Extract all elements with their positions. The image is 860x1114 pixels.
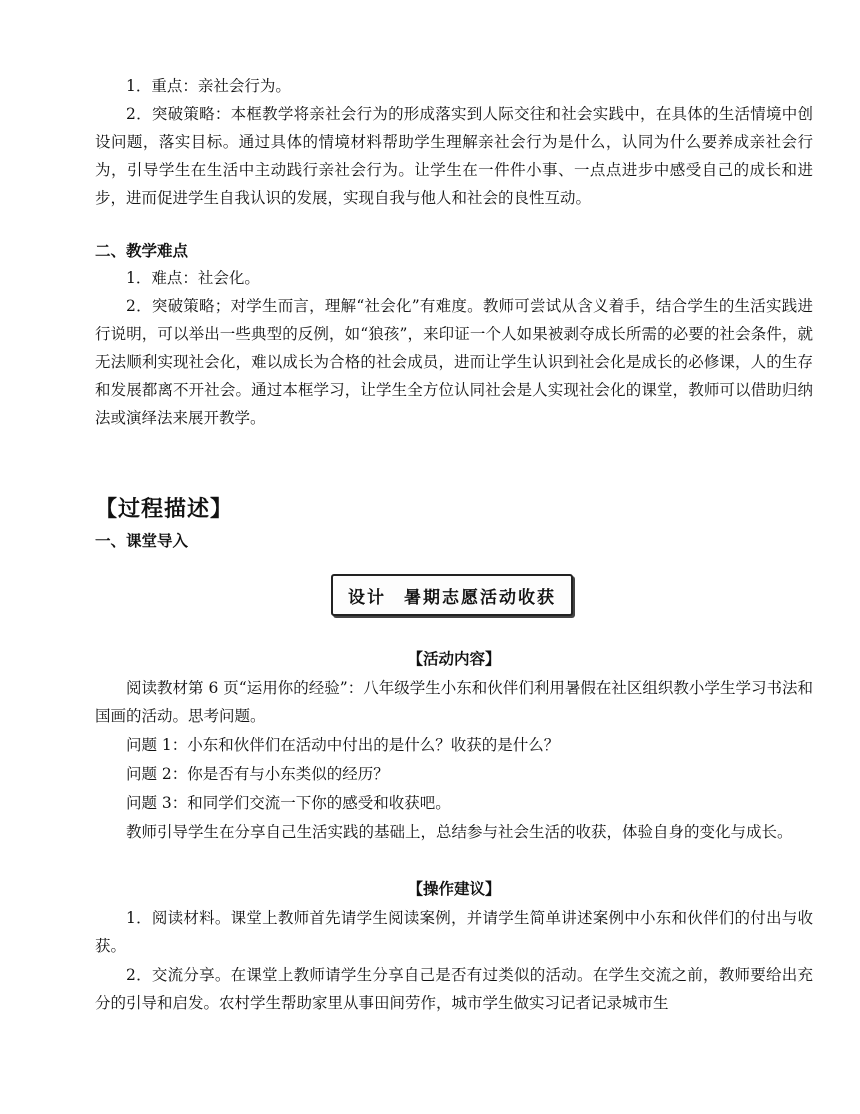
section-heading-difficulty: 二、教学难点 [95, 242, 189, 260]
question-2: 问题 2：你是否有与小东类似的经历？ [126, 765, 389, 783]
question-1: 问题 1：小东和伙伴们在活动中付出的是什么？收获的是什么？ [126, 736, 560, 754]
difficulty-strategy-paragraph: 2．突破策略；对学生而言，理解“社会化”有难度。教师可尝试从含义着手，结合学生的生活实践进行说明，可以举出一些典型的反例，如“狼孩”，来印证一个人如果被剥夺成长所需的必要的社会条件，就无法顺利实现社会化，难以成长为合格的社会成员，进而让学生认识到社会化是成长的必修课，人的生存和发展都离不开社会。通过本框学习，让学生全方位认同社会是人实现社会化的课堂，教师可以借助归纳法或演绎法来展开教学。 [95, 297, 813, 427]
difficulty-paragraph: 1．难点：社会化。 [126, 269, 260, 287]
key-point-paragraph: 1．重点：亲社会行为。 [126, 77, 291, 95]
activity-paragraph: 阅读教材第 6 页“运用你的经验”：八年级学生小东和伙伴们利用暑假在社区组织教小学生学习书法和国画的活动。思考问题。 [95, 679, 813, 725]
teacher-guide-paragraph: 教师引导学生在分享自己生活实践的基础上，总结参与社会生活的收获，体验自身的变化与成长。 [126, 823, 793, 841]
operation-heading: 【操作建议】 [407, 880, 501, 898]
section-heading-intro: 一、课堂导入 [95, 532, 189, 550]
operation-paragraph-2: 2．交流分享。在课堂上教师请学生分享自己是否有过类似的活动。在学生交流之前，教师要给出充分的引导和启发。农村学生帮助家里从事田间劳作，城市学生做实习记者记录城市生 [95, 966, 813, 1012]
design-banner [331, 574, 573, 616]
strategy-paragraph: 2．突破策略：本框教学将亲社会行为的形成落实到人际交往和社会实践中，在具体的生活情境中创设问题，落实目标。通过具体的情境材料帮助学生理解亲社会行为是什么，认同为什么要养成亲社会行为，引导学生在生活中主动践行亲社会行为。让学生在一件件小事、一点点进步中感受自己的成长和进步，进而促进学生自我认识的发展，实现自我与他人和社会的良性互动。 [95, 105, 813, 207]
activity-heading: 【活动内容】 [407, 650, 501, 668]
design-label: 设计 [348, 587, 386, 608]
process-title: 【过程描述】 [95, 497, 234, 522]
design-title: 暑期志愿活动收获 [404, 587, 556, 608]
question-3: 问题 3：和同学们交流一下你的感受和收获吧。 [126, 794, 451, 812]
operation-paragraph-1: 1．阅读材料。课堂上教师首先请学生阅读案例，并请学生简单讲述案例中小东和伙伴们的付出与收获。 [95, 909, 813, 955]
